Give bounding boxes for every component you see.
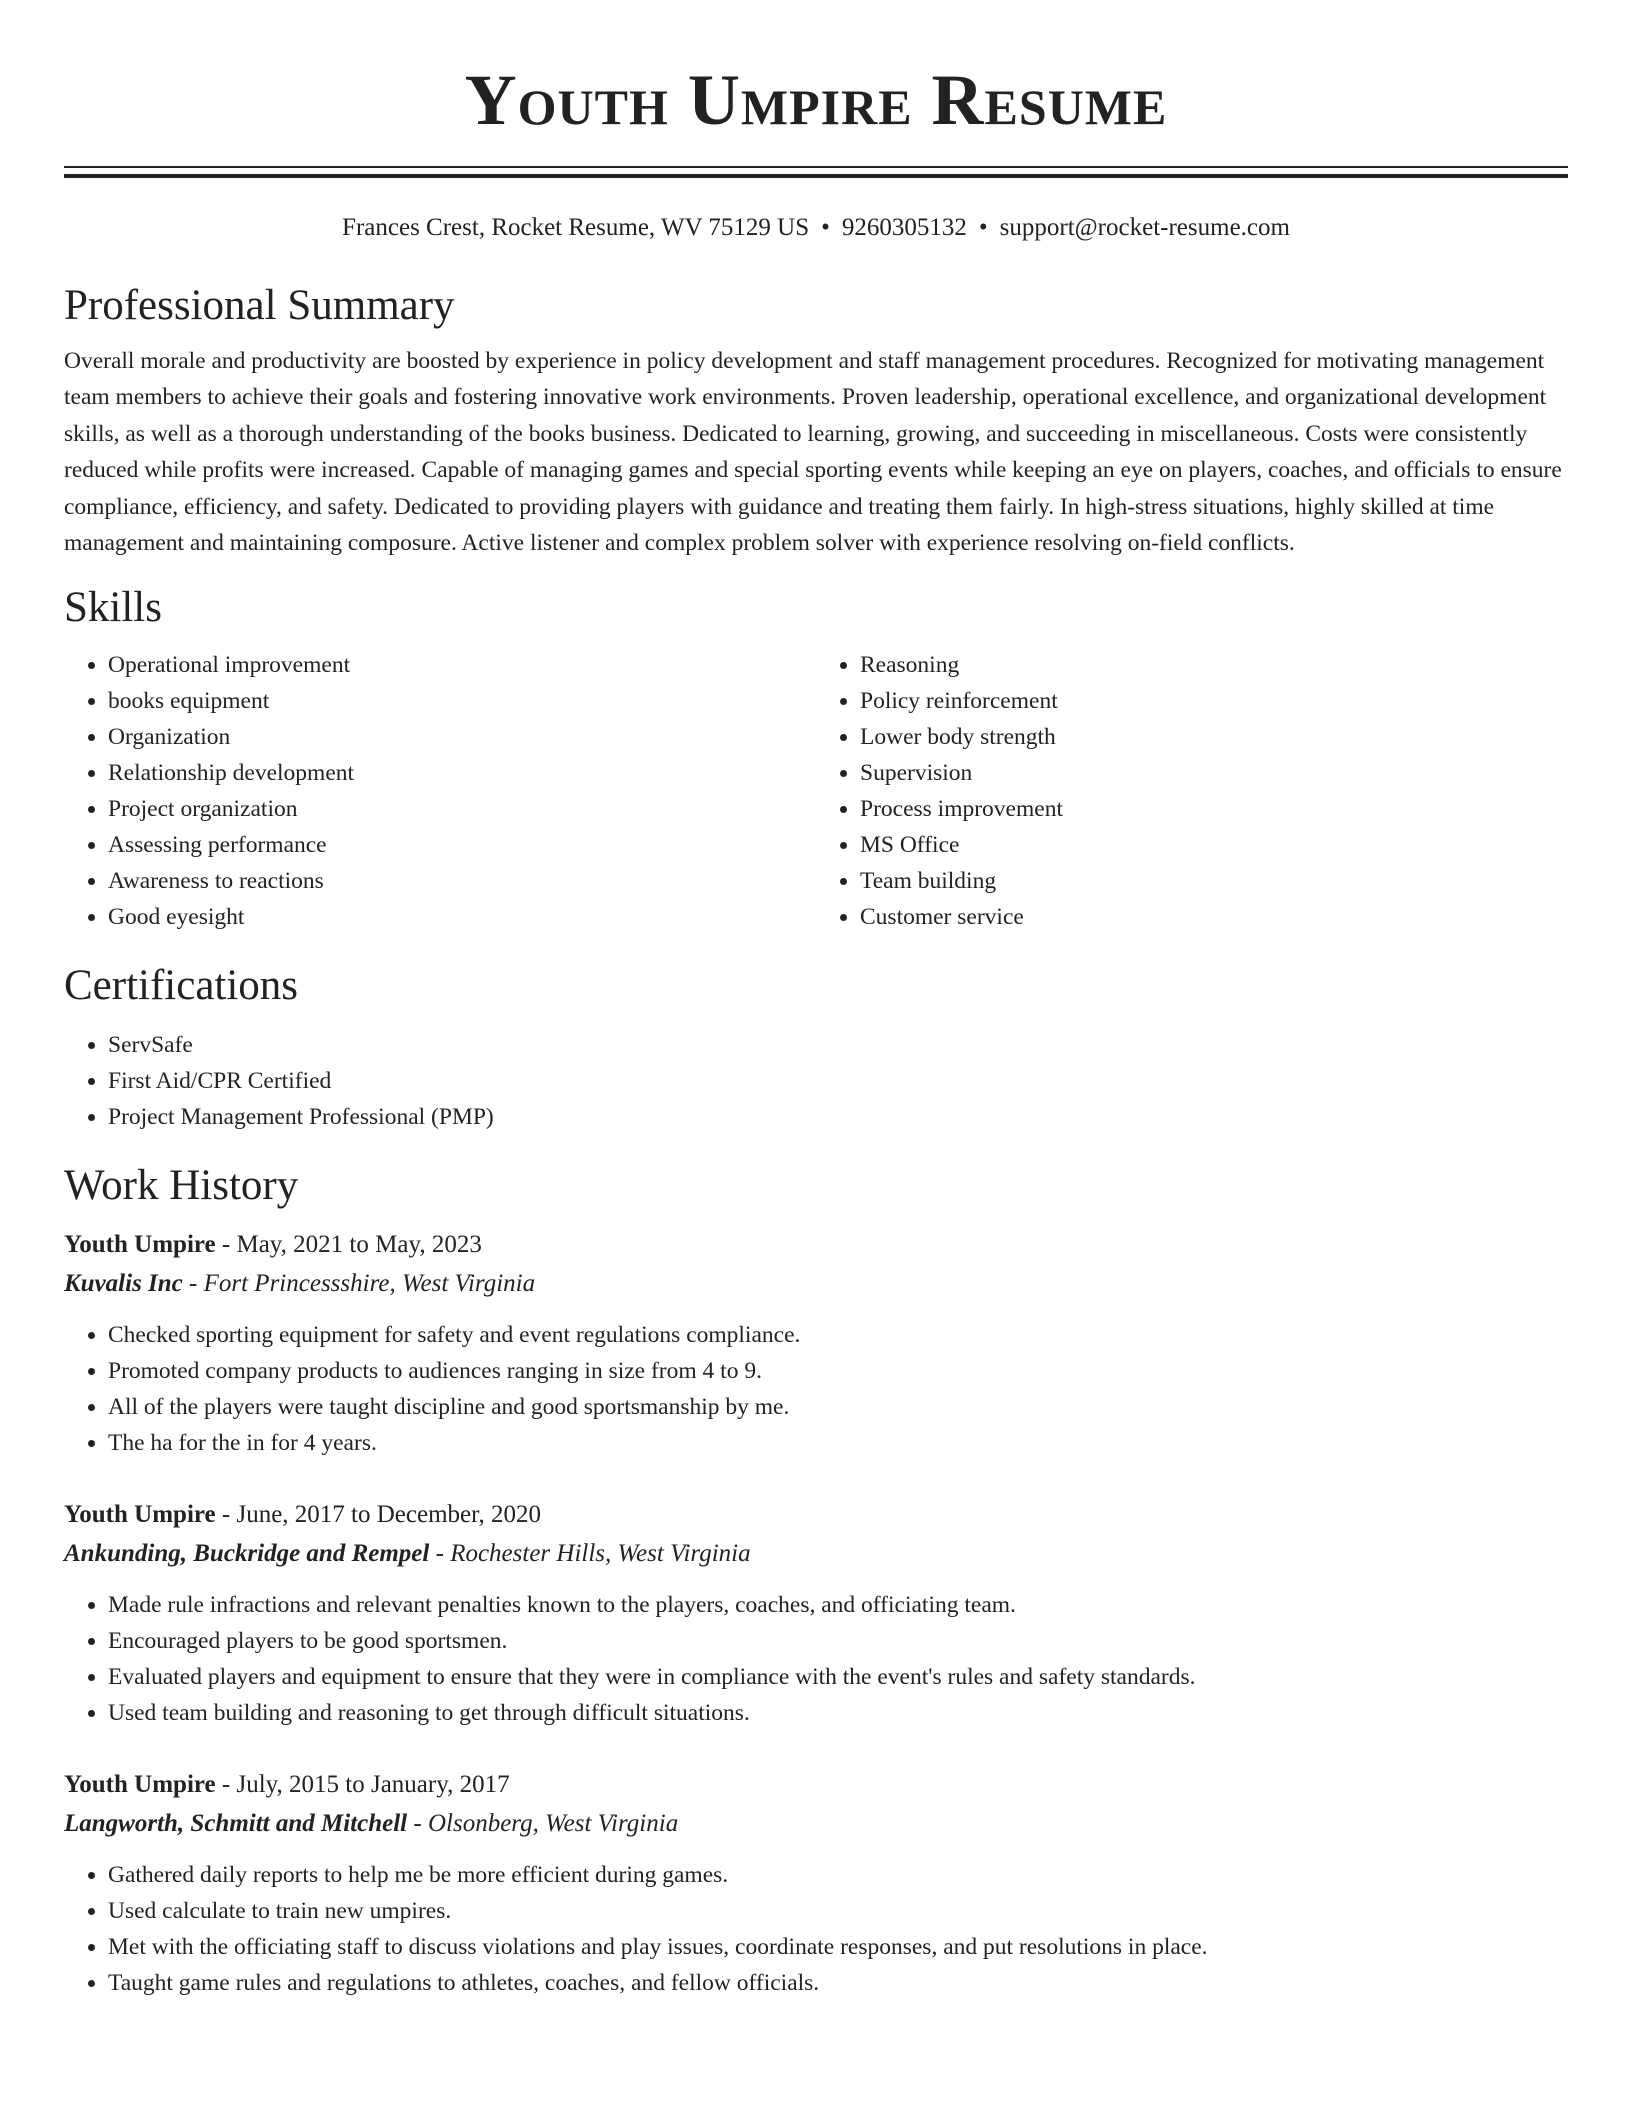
skill-item: • Process improvement <box>860 791 1568 827</box>
job-role: Youth Umpire <box>64 1231 216 1259</box>
contact-separator: • <box>821 214 830 241</box>
summary-text: Overall morale and productivity are boosted by experience in policy development and staff management procedures. Recognized for motivating management team members to achieve their goals and fostering innovative work environments. Proven leadership, operational excellence, and organizational development skills, as well as a thorough understanding of the books business. Dedicated to learning, growing, and succeeding in miscellaneous. Costs were consistently reduced while profits were increased. Capable of managing games and special sporting events while keeping an eye on players, coaches, and officials to ensure compliance, efficiency, and safety. Dedicated to providing players with guidance and treating them fairly. In high-stress situations, highly skilled at time management and maintaining composure. Active listener and complex problem solver with experience resolving on-field conflicts. <box>64 348 1562 557</box>
job-bullets <box>64 1317 1568 1461</box>
certification-item: • ServSafe <box>108 1027 1568 1063</box>
job-bullet: • Used team building and reasoning to get through difficult situations. <box>108 1695 1568 1731</box>
summary-heading: Professional Summary <box>64 282 455 329</box>
skill-item: • MS Office <box>860 827 1568 863</box>
skills-columns <box>64 647 1568 935</box>
resume-title: Youth Umpire Resume <box>464 60 1168 140</box>
job-company-line: Ankunding, Buckridge and Rempel - Rochester Hills, West Virginia <box>64 1540 751 1568</box>
skill-item: • Project organization <box>108 791 816 827</box>
contact-separator: • <box>978 214 988 241</box>
job-entry <box>64 1225 1568 1461</box>
job-bullet: • Used calculate to train new umpires. <box>108 1893 1568 1929</box>
job-bullet: • Met with the officiating staff to discuss violations and play issues, coordinate responses, and put resolutions in place. <box>108 1929 1568 1965</box>
job-title-line: Youth Umpire - May, 2021 to May, 2023 <box>64 1231 482 1259</box>
divider-thick-line <box>64 174 1568 178</box>
job-dates: June, 2017 to December, 2020 <box>236 1501 541 1529</box>
skills-list-left <box>64 647 816 935</box>
skill-item: • Relationship development <box>108 755 816 791</box>
divider-thin-line <box>64 166 1568 168</box>
title-divider <box>64 166 1568 178</box>
contact-address: Frances Crest, Rocket Resume, WV 75129 US <box>342 214 810 241</box>
job-bullet: • All of the players were taught discipline and good sportsmanship by me. <box>108 1389 1568 1425</box>
skill-item: • Awareness to reactions <box>108 863 816 899</box>
job-dates: May, 2021 to May, 2023 <box>236 1231 482 1259</box>
skill-item: • books equipment <box>108 683 816 719</box>
job-bullets <box>64 1587 1568 1731</box>
skill-item: • Operational improvement <box>108 647 816 683</box>
job-company: Ankunding, Buckridge and Rempel <box>64 1540 430 1568</box>
job-company: Langworth, Schmitt and Mitchell <box>64 1810 408 1838</box>
skill-item: • Organization <box>108 719 816 755</box>
job-company: Kuvalis Inc <box>64 1270 183 1298</box>
skill-item: • Team building <box>860 863 1568 899</box>
job-company-line: Kuvalis Inc - Fort Princessshire, West Virginia <box>64 1270 536 1298</box>
job-title-line: Youth Umpire - July, 2015 to January, 2017 <box>64 1771 510 1799</box>
skill-item: • Good eyesight <box>108 899 816 935</box>
contact-phone: 9260305132 <box>841 214 967 241</box>
skill-item: • Reasoning <box>860 647 1568 683</box>
contact-email: support@rocket-resume.com <box>999 214 1290 241</box>
skill-item: • Policy reinforcement <box>860 683 1568 719</box>
job-role: Youth Umpire <box>64 1771 216 1799</box>
job-bullet: • The ha for the in for 4 years. <box>108 1425 1568 1461</box>
job-title-line: Youth Umpire - June, 2017 to December, 2020 <box>64 1501 541 1529</box>
certifications-list <box>64 1027 1568 1135</box>
job-bullet: • Taught game rules and regulations to athletes, coaches, and fellow officials. <box>108 1965 1568 2001</box>
job-bullet: • Promoted company products to audiences ranging in size from 4 to 9. <box>108 1353 1568 1389</box>
certification-item: • First Aid/CPR Certified <box>108 1063 1568 1099</box>
work-history-heading: Work History <box>64 1162 299 1210</box>
skills-heading: Skills <box>64 584 162 632</box>
skill-item: • Assessing performance <box>108 827 816 863</box>
job-bullet: • Evaluated players and equipment to ensure that they were in compliance with the event's rules and safety standards. <box>108 1659 1568 1695</box>
job-location: Rochester Hills, West Virginia <box>450 1540 751 1568</box>
skill-item: • Supervision <box>860 755 1568 791</box>
job-bullet: • Encouraged players to be good sportsmen. <box>108 1623 1568 1659</box>
job-location: Fort Princessshire, West Virginia <box>203 1270 536 1298</box>
certifications-heading: Certifications <box>64 962 299 1010</box>
job-entry <box>64 1495 1568 1731</box>
skill-item: • Customer service <box>860 899 1568 935</box>
certification-item: • Project Management Professional (PMP) <box>108 1099 1568 1135</box>
job-bullet: • Gathered daily reports to help me be more efficient during games. <box>108 1857 1568 1893</box>
job-bullet: • Made rule infractions and relevant penalties known to the players, coaches, and officiating team. <box>108 1587 1568 1623</box>
job-dates: July, 2015 to January, 2017 <box>236 1771 510 1799</box>
job-location: Olsonberg, West Virginia <box>427 1810 679 1838</box>
job-bullets <box>64 1857 1568 2001</box>
job-bullet: • Checked sporting equipment for safety and event regulations compliance. <box>108 1317 1568 1353</box>
job-role: Youth Umpire <box>64 1501 216 1529</box>
skill-item: • Lower body strength <box>860 719 1568 755</box>
contact-line <box>64 213 1568 243</box>
job-entry <box>64 1765 1568 2001</box>
skills-list-right <box>816 647 1568 935</box>
job-company-line: Langworth, Schmitt and Mitchell - Olsonberg, West Virginia <box>64 1810 679 1838</box>
